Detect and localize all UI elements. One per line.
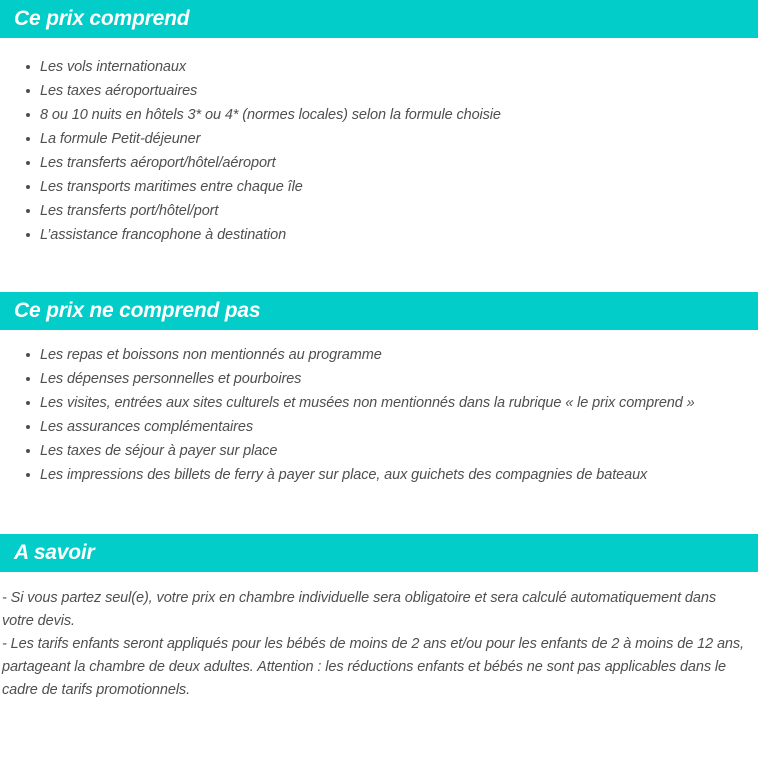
section-title-not-included: Ce prix ne comprend pas <box>14 299 261 322</box>
list-item: Les transports maritimes entre chaque île <box>0 175 758 199</box>
included-list <box>0 38 758 247</box>
not-included-list <box>0 330 758 487</box>
section-header-not-included <box>0 292 758 330</box>
list-item: La formule Petit-déjeuner <box>0 127 758 151</box>
list-item: Les impressions des billets de ferry à payer sur place, aux guichets des compagnies de bateaux <box>0 463 758 487</box>
good-to-know-content <box>0 572 758 702</box>
list-item: Les vols internationaux <box>0 55 758 79</box>
list-item: Les dépenses personnelles et pourboires <box>0 367 758 391</box>
section-title-good-to-know: A savoir <box>14 541 95 564</box>
list-item: Les repas et boissons non mentionnés au programme <box>0 343 758 367</box>
list-item: L’assistance francophone à destination <box>0 223 758 247</box>
section-spacer <box>0 487 758 534</box>
note-paragraph: - Les tarifs enfants seront appliqués pour les bébés de moins de 2 ans et/ou pour les enfants de 2 à moins de 12 ans, partageant la chambre de deux adultes. Attention : les réductions enfants et bébés ne sont pas applicables dans le cadre de tarifs promotionnels. <box>2 636 744 698</box>
list-item: Les assurances complémentaires <box>0 415 758 439</box>
list-item: Les transferts port/hôtel/port <box>0 199 758 223</box>
list-item: Les taxes aéroportuaires <box>0 79 758 103</box>
section-header-included <box>0 0 758 38</box>
list-item: Les taxes de séjour à payer sur place <box>0 439 758 463</box>
note-paragraph: - Si vous partez seul(e), votre prix en chambre individuelle sera obligatoire et sera calculé automatiquement dans votre devis. <box>2 590 716 629</box>
list-item: Les visites, entrées aux sites culturels et musées non mentionnés dans la rubrique « le prix comprend » <box>0 391 758 415</box>
section-title-included: Ce prix comprend <box>14 7 190 30</box>
list-item: 8 ou 10 nuits en hôtels 3* ou 4* (normes locales) selon la formule choisie <box>0 103 758 127</box>
section-spacer <box>0 247 758 292</box>
section-header-good-to-know <box>0 534 758 572</box>
list-item: Les transferts aéroport/hôtel/aéroport <box>0 151 758 175</box>
